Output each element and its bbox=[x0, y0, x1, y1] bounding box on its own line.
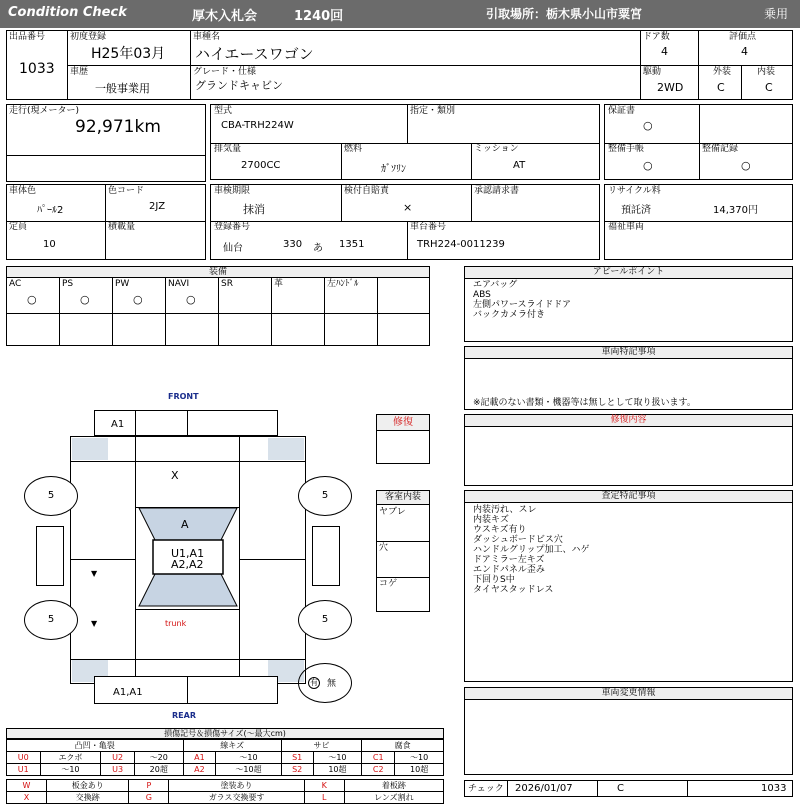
legend-desc: 交換跡 bbox=[47, 792, 129, 804]
history-value: 一般事業用 bbox=[95, 82, 150, 95]
load-label: 積載量 bbox=[108, 222, 136, 232]
legend-code: P bbox=[129, 780, 169, 792]
legend-desc: 〜10 bbox=[313, 752, 362, 764]
windshield-mark: A bbox=[181, 518, 189, 531]
remark-item: 内装汚れ、スレ bbox=[473, 505, 537, 515]
session-number: 1240回 bbox=[294, 9, 344, 24]
reg-no-label: 登録番号 bbox=[214, 222, 251, 232]
legend-table-2 bbox=[6, 779, 444, 804]
legend-code: K bbox=[304, 780, 344, 792]
front-bumper bbox=[94, 410, 278, 436]
legend-code: U1 bbox=[7, 764, 41, 776]
legend-desc: 〜10 bbox=[40, 764, 101, 776]
legend-group: サビ bbox=[281, 740, 362, 752]
check-grade: C bbox=[617, 783, 624, 794]
maint-record-label: 整備記録 bbox=[702, 144, 739, 154]
cabin-box bbox=[376, 490, 430, 612]
inspection-label: 車検期限 bbox=[214, 186, 251, 196]
grade-value: グランドキャビン bbox=[195, 79, 283, 92]
legend-desc: ガラス交換要す bbox=[169, 792, 304, 804]
rear-label: REAR bbox=[172, 711, 196, 720]
legend-desc: 〜10超 bbox=[216, 764, 281, 776]
legend-code: A2 bbox=[183, 764, 216, 776]
auction-name: 厚木入札会 bbox=[192, 9, 258, 24]
equip-ac-label: AC bbox=[9, 279, 22, 289]
appeal-item: ABS bbox=[473, 290, 491, 300]
legend-code: U3 bbox=[101, 764, 135, 776]
reg-kana: あ bbox=[313, 243, 323, 254]
legend-code: C1 bbox=[362, 752, 395, 764]
drive-label: 駆動 bbox=[643, 67, 662, 77]
reg-number: 1351 bbox=[339, 239, 365, 250]
left-rear-shield-mark: ▼ bbox=[91, 619, 98, 628]
cabin-row: ヤブレ bbox=[379, 507, 406, 517]
legend-desc: 〜20 bbox=[134, 752, 183, 764]
special-notes-box bbox=[464, 346, 793, 410]
documents-block bbox=[604, 104, 793, 180]
displacement-value: 2700CC bbox=[241, 160, 281, 171]
legend-desc: 塗装あり bbox=[169, 780, 304, 792]
check-label: チェック bbox=[468, 784, 504, 794]
mileage-label: 走行(現メーター) bbox=[9, 106, 80, 116]
equip-leather-label: 革 bbox=[274, 279, 284, 289]
remarks-list bbox=[473, 505, 589, 595]
designation-label: 指定・類別 bbox=[410, 106, 456, 116]
legend-desc: 着板跡 bbox=[344, 780, 443, 792]
spare-yes: 有 bbox=[310, 678, 318, 687]
capacity-value: 10 bbox=[43, 239, 56, 250]
capacity-label: 定員 bbox=[9, 222, 28, 232]
legend-desc: 10超 bbox=[313, 764, 362, 776]
legend-table bbox=[6, 739, 444, 776]
transmission-label: ミッション bbox=[474, 144, 519, 154]
first-reg-value: H25年03月 bbox=[91, 46, 166, 62]
legend-code: C2 bbox=[362, 764, 395, 776]
exterior-value: C bbox=[717, 81, 725, 94]
approval-label: 承認請求書 bbox=[474, 186, 520, 196]
tax-label: 検付自賠責 bbox=[344, 186, 390, 196]
right-mirror bbox=[312, 526, 340, 586]
equip-ac-mark: ○ bbox=[27, 293, 37, 306]
grade-label: グレード・仕様 bbox=[193, 67, 257, 77]
recycle-status: 預託済 bbox=[621, 205, 651, 216]
remark-item: タイヤスタッドレス bbox=[473, 585, 554, 595]
equip-pw-label: PW bbox=[115, 279, 130, 289]
legend-group: 線キズ bbox=[183, 740, 281, 752]
rating-value: 4 bbox=[741, 45, 748, 58]
equip-ps-label: PS bbox=[62, 279, 74, 289]
legend-group: 凸凹・亀裂 bbox=[7, 740, 184, 752]
header-bar bbox=[0, 0, 800, 28]
appeal-item: バックカメラ付き bbox=[473, 310, 546, 320]
remark-item: ドアミラー左キズ bbox=[473, 555, 545, 565]
maint-record-value: ○ bbox=[741, 159, 751, 172]
lot-number: 1033 bbox=[19, 61, 55, 77]
change-title: 車両変更情報 bbox=[465, 688, 792, 700]
sheet-title: Condition Check bbox=[8, 5, 127, 20]
mileage-box bbox=[6, 104, 206, 182]
roof-mark-1: U1,A1 bbox=[171, 547, 205, 560]
hood-mark: X bbox=[171, 469, 179, 482]
assessment-remarks-box bbox=[464, 490, 793, 682]
inspection-value: 抹消 bbox=[243, 203, 265, 216]
recycle-amount: 14,370円 bbox=[713, 205, 758, 216]
welfare-label: 福祉車両 bbox=[608, 222, 645, 232]
transmission-value: AT bbox=[513, 160, 526, 171]
roof-mark-2: A2,A2 bbox=[171, 558, 204, 571]
tire-rear-right: 5 bbox=[298, 600, 352, 640]
remark-item: ウスキズ有り bbox=[473, 525, 527, 535]
legend-desc: 10超 bbox=[395, 764, 444, 776]
legend-code: W bbox=[7, 780, 47, 792]
legend-desc: 板金あり bbox=[47, 780, 129, 792]
displacement-label: 排気量 bbox=[214, 144, 242, 154]
legend-desc: レンズ割れ bbox=[344, 792, 443, 804]
left-mirror bbox=[36, 526, 64, 586]
vehicle-info-grid bbox=[6, 30, 793, 100]
equipment-grid bbox=[6, 266, 430, 346]
left-shield-mark: ▼ bbox=[91, 569, 98, 578]
check-footer bbox=[464, 780, 793, 797]
model-label: 型式 bbox=[214, 106, 233, 116]
legend-group: 腐食 bbox=[362, 740, 444, 752]
cabin-row: コゲ bbox=[379, 579, 398, 589]
spare-no: 無 bbox=[327, 679, 337, 689]
interior-label: 内装 bbox=[757, 67, 776, 77]
legend-code: S1 bbox=[281, 752, 313, 764]
equip-navi-mark: ○ bbox=[186, 293, 196, 306]
cabin-title: 客室内装 bbox=[377, 491, 429, 505]
special-note: ※記載のない書類・機器等は無しとして取り扱います。 bbox=[473, 398, 696, 408]
appeal-list bbox=[473, 280, 571, 320]
remark-item: 下回りS中 bbox=[473, 575, 515, 585]
special-title: 車両特記事項 bbox=[465, 347, 792, 359]
reg-region: 仙台 bbox=[223, 243, 243, 254]
repair-contents-box bbox=[464, 414, 793, 486]
drive-value: 2WD bbox=[657, 81, 684, 94]
damage-legend bbox=[6, 728, 444, 804]
equip-navi-label: NAVI bbox=[168, 279, 190, 289]
recycle-label: リサイクル料 bbox=[608, 186, 661, 196]
car-name-value: ハイエースワゴン bbox=[195, 45, 314, 63]
check-lot: 1033 bbox=[761, 783, 787, 794]
exterior-label: 外装 bbox=[713, 67, 732, 77]
appeal-points-box bbox=[464, 266, 793, 342]
color-code-label: 色コード bbox=[108, 186, 145, 196]
front-label: FRONT bbox=[168, 392, 199, 401]
warranty-value: ○ bbox=[643, 119, 653, 132]
tire-rear-left: 5 bbox=[24, 600, 78, 640]
doors-label: ドア数 bbox=[643, 32, 670, 42]
repair-title: 修復内容 bbox=[465, 415, 792, 427]
legend-code: X bbox=[7, 792, 47, 804]
tire-front-right: 5 bbox=[298, 476, 352, 516]
tax-value: × bbox=[403, 201, 413, 214]
rating-label: 評価点 bbox=[729, 32, 757, 42]
appeal-item: 左側パワースライドドア bbox=[473, 300, 572, 310]
legend-desc: 〜10 bbox=[216, 752, 281, 764]
chassis-value: TRH224-0011239 bbox=[417, 239, 505, 250]
legend-code: U0 bbox=[7, 752, 41, 764]
remark-item: ダッシュボードビス穴 bbox=[473, 535, 563, 545]
history-label: 車歴 bbox=[70, 67, 89, 77]
legend-code: U2 bbox=[101, 752, 135, 764]
body-color-value: ﾊﾟｰﾙ2 bbox=[37, 205, 64, 216]
equip-sr-label: SR bbox=[221, 279, 233, 289]
check-date: 2026/01/07 bbox=[515, 783, 573, 794]
pickup-location: 引取場所：栃木県小山市粟宮 bbox=[486, 7, 643, 21]
appeal-item: エアバッグ bbox=[473, 280, 518, 290]
rear-mark: A1,A1 bbox=[113, 687, 143, 698]
rear-bumper bbox=[94, 676, 278, 704]
remark-item: エンドパネル歪み bbox=[473, 565, 545, 575]
body-color-label: 車体色 bbox=[9, 186, 37, 196]
repair-box bbox=[376, 414, 430, 464]
legend-desc: 20超 bbox=[134, 764, 183, 776]
recycle-block bbox=[604, 184, 793, 260]
model-value: CBA-TRH224W bbox=[221, 120, 294, 131]
car-name-label: 車種名 bbox=[193, 32, 221, 42]
vehicle-change-box bbox=[464, 687, 793, 775]
repair-box-label: 修復 bbox=[377, 415, 429, 431]
lot-label: 出品番号 bbox=[9, 32, 46, 42]
legend-code: G bbox=[129, 792, 169, 804]
chassis-label: 車台番号 bbox=[410, 222, 447, 232]
color-capacity-block bbox=[6, 184, 206, 260]
remark-item: 内装キズ bbox=[473, 515, 509, 525]
equipment-title: 装備 bbox=[7, 267, 429, 278]
model-spec-block bbox=[210, 104, 600, 180]
interior-value: C bbox=[765, 81, 773, 94]
spare-tire bbox=[298, 663, 352, 703]
legend-code: L bbox=[304, 792, 344, 804]
legend-title: 損傷記号＆損傷サイズ(〜最大cm) bbox=[6, 728, 444, 739]
warranty-label: 保証書 bbox=[608, 106, 636, 116]
equip-lhd-label: 左ﾊﾝﾄﾞﾙ bbox=[327, 279, 359, 289]
trunk-label: trunk bbox=[165, 619, 187, 628]
registration-block bbox=[210, 184, 600, 260]
front-mark: A1 bbox=[111, 419, 125, 430]
category-label: 乗用 bbox=[764, 7, 789, 21]
maint-manual-value: ○ bbox=[643, 159, 653, 172]
equip-pw-mark: ○ bbox=[133, 293, 143, 306]
maint-manual-label: 整備手帳 bbox=[608, 144, 645, 154]
tire-front-left: 5 bbox=[24, 476, 78, 516]
legend-desc: エクボ bbox=[40, 752, 101, 764]
legend-code: A1 bbox=[183, 752, 216, 764]
first-reg-label: 初度登録 bbox=[70, 32, 107, 42]
cabin-row: 穴 bbox=[379, 543, 389, 553]
remark-item: ハンドルグリップ加工、ハゲ bbox=[473, 545, 590, 555]
equip-ps-mark: ○ bbox=[80, 293, 90, 306]
legend-code: S2 bbox=[281, 764, 313, 776]
appeal-title: アピールポイント bbox=[465, 267, 792, 279]
legend-desc: 〜10 bbox=[395, 752, 444, 764]
fuel-label: 燃料 bbox=[344, 144, 363, 154]
reg-class: 330 bbox=[283, 239, 303, 250]
color-code-value: 2JZ bbox=[149, 201, 166, 212]
fuel-value: ｶﾞｿﾘﾝ bbox=[381, 164, 406, 175]
mileage-value: 92,971km bbox=[75, 117, 161, 137]
remarks-title: 査定特記事項 bbox=[465, 491, 792, 503]
doors-value: 4 bbox=[661, 45, 668, 58]
